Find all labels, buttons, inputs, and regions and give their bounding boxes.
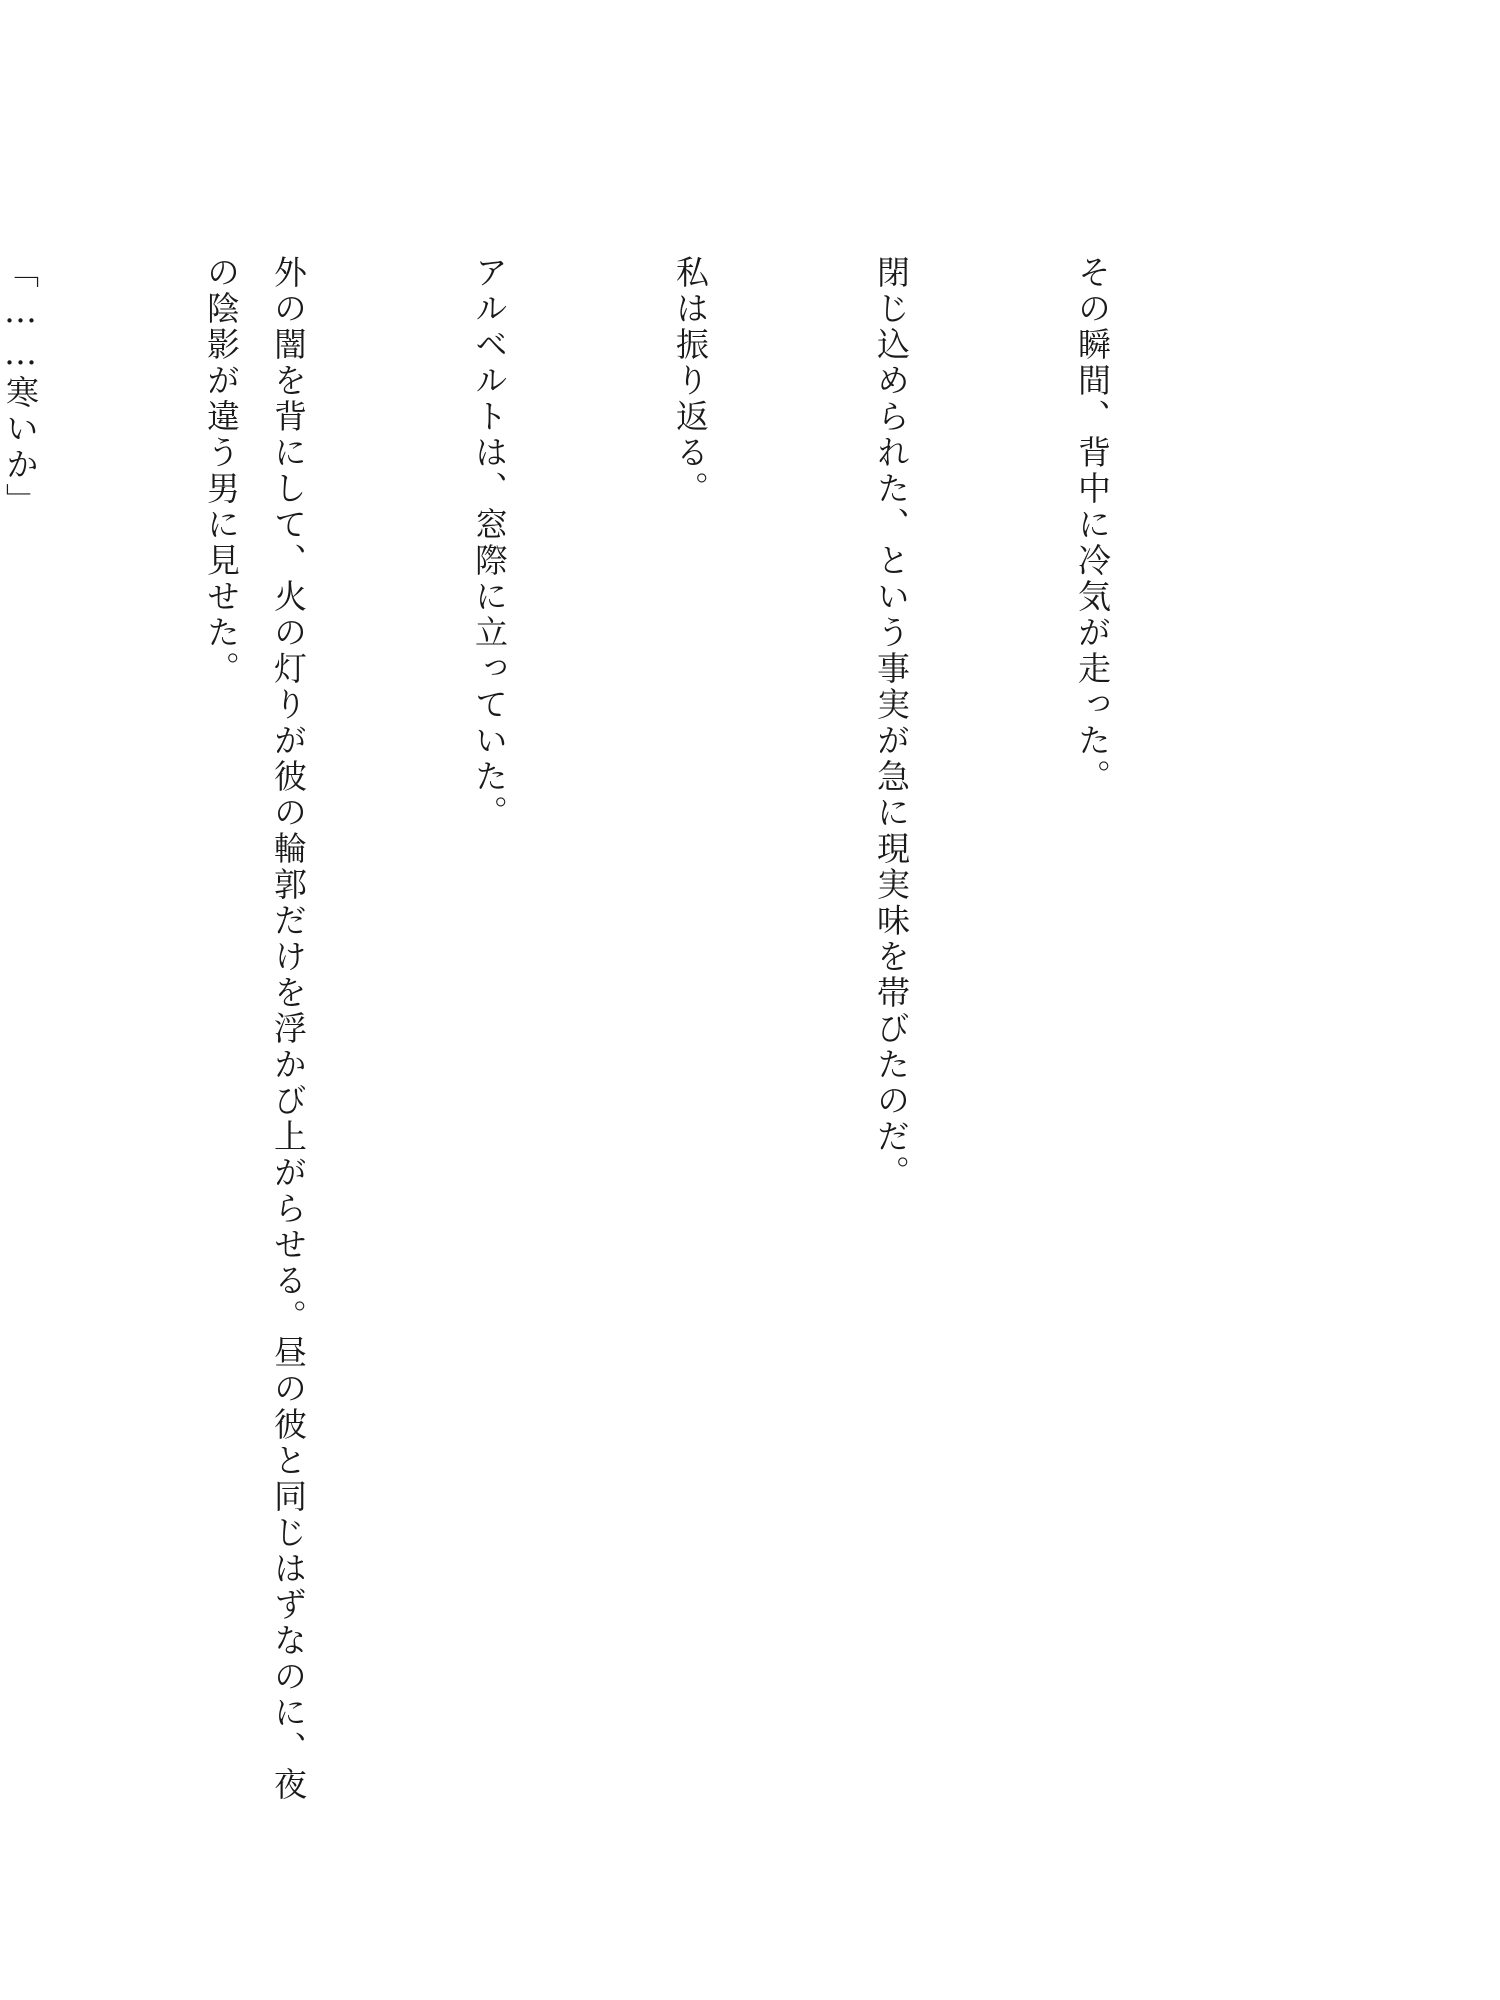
paragraph-1: その瞬間、背中に冷気が走った。	[1073, 255, 1112, 795]
paragraph-3: 私は振り返る。	[671, 255, 710, 507]
dialogue-1: 「……寒いか」	[1, 255, 40, 519]
paragraph-5: 外の闇を背にして、火の灯りが彼の輪郭だけを浮かび上がらせる。昼の彼と同じはずなのに、夜の陰影が違う男に見せた。	[202, 255, 308, 1803]
paragraph-4: アルベルトは、窓際に立っていた。	[470, 255, 509, 831]
paragraph-2: 閉じ込められた、という事実が急に現実味を帯びたのだ。	[872, 255, 911, 1191]
vertical-text-body	[1, 255, 1260, 1815]
